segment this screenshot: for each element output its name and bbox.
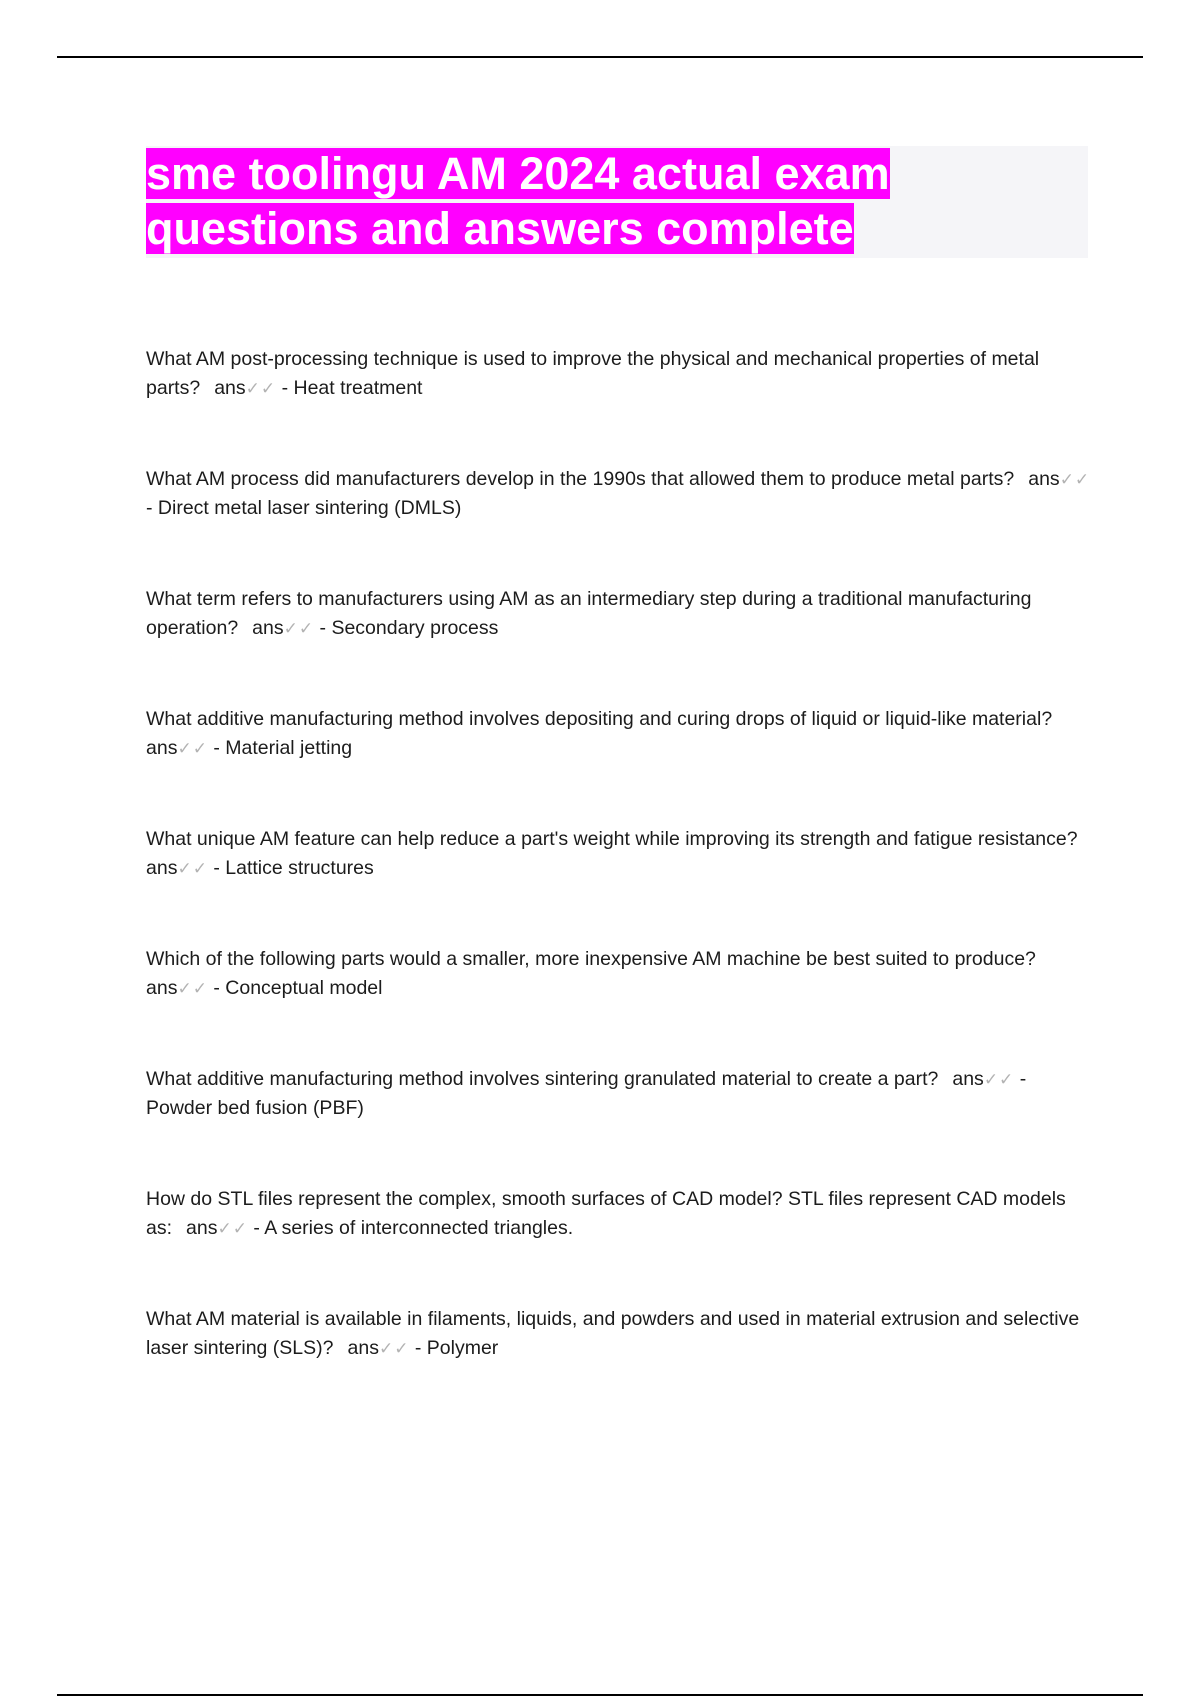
qa-item [146,1065,1096,1185]
question-text: What additive manufacturing method involves sintering granulated material to create a part? [146,1068,939,1090]
answer-text: - Polymer [414,1337,499,1359]
question-text: What unique AM feature can help reduce a part's weight while improving its strength and fatigue resistance? [146,828,1078,850]
qa-item [146,1185,1096,1305]
check-marks-icon: ✓✓ [177,859,208,878]
answer-text: - Secondary process [319,617,499,639]
check-marks-icon: ✓✓ [177,979,208,998]
ans-label: ans [952,1068,984,1090]
qa-item [146,1305,1096,1425]
qa-item [146,945,1096,1065]
answer-text: - Conceptual model [213,977,383,999]
check-marks-icon: ✓✓ [177,739,208,758]
ans-label: ans [146,857,178,879]
question-text: What AM material is available in filaments, liquids, and powders and used in material extrusion and selective laser sintering (SLS)? [146,1308,1080,1359]
answer-text: - Lattice structures [213,857,374,879]
question-text: What additive manufacturing method involves depositing and curing drops of liquid or liquid-like material? [146,708,1053,730]
question-text: How do STL files represent the complex, smooth surfaces of CAD model? STL files represent CAD models as: [146,1188,1066,1239]
title-block [146,146,1088,258]
check-marks-icon: ✓✓ [217,1219,248,1238]
check-marks-icon: ✓✓ [1059,470,1091,489]
ans-label: ans [186,1217,218,1239]
ans-label: ans [146,737,178,759]
question-text: What AM process did manufacturers develop in the 1990s that allowed them to produce metal parts? [146,468,1015,490]
check-marks-icon: ✓✓ [983,1070,1015,1089]
document-title [146,146,1088,256]
check-marks-icon: ✓✓ [245,379,277,398]
answer-text: - Powder bed fusion (PBF) [146,1068,1027,1119]
ans-label: ans [1028,468,1060,490]
ans-label: ans [347,1337,379,1359]
answer-text: - Direct metal laser sintering (DMLS) [146,497,462,519]
footer-rule [57,1694,1143,1696]
answer-text: - Heat treatment [281,377,423,399]
answer-text: - Material jetting [213,737,353,759]
answer-text: - A series of interconnected triangles. [253,1217,574,1239]
qa-item [146,705,1096,825]
ans-label: ans [252,617,284,639]
qa-item [146,465,1096,585]
ans-label: ans [146,977,178,999]
qa-list [146,345,1096,1425]
ans-label: ans [214,377,246,399]
check-marks-icon: ✓✓ [378,1339,410,1358]
title-highlight: sme toolingu AM 2024 actual exam questions and answers complete [146,148,890,254]
question-text: What term refers to manufacturers using AM as an intermediary step during a traditional manufacturing operation? [146,588,1032,639]
question-text: What AM post-processing technique is used to improve the physical and mechanical properties of metal parts? [146,348,1040,399]
header-rule [57,56,1143,58]
check-marks-icon: ✓✓ [283,619,315,638]
qa-item [146,345,1096,465]
qa-item [146,825,1096,945]
qa-item [146,585,1096,705]
question-text: Which of the following parts would a smaller, more inexpensive AM machine be best suited to produce? [146,948,1036,970]
